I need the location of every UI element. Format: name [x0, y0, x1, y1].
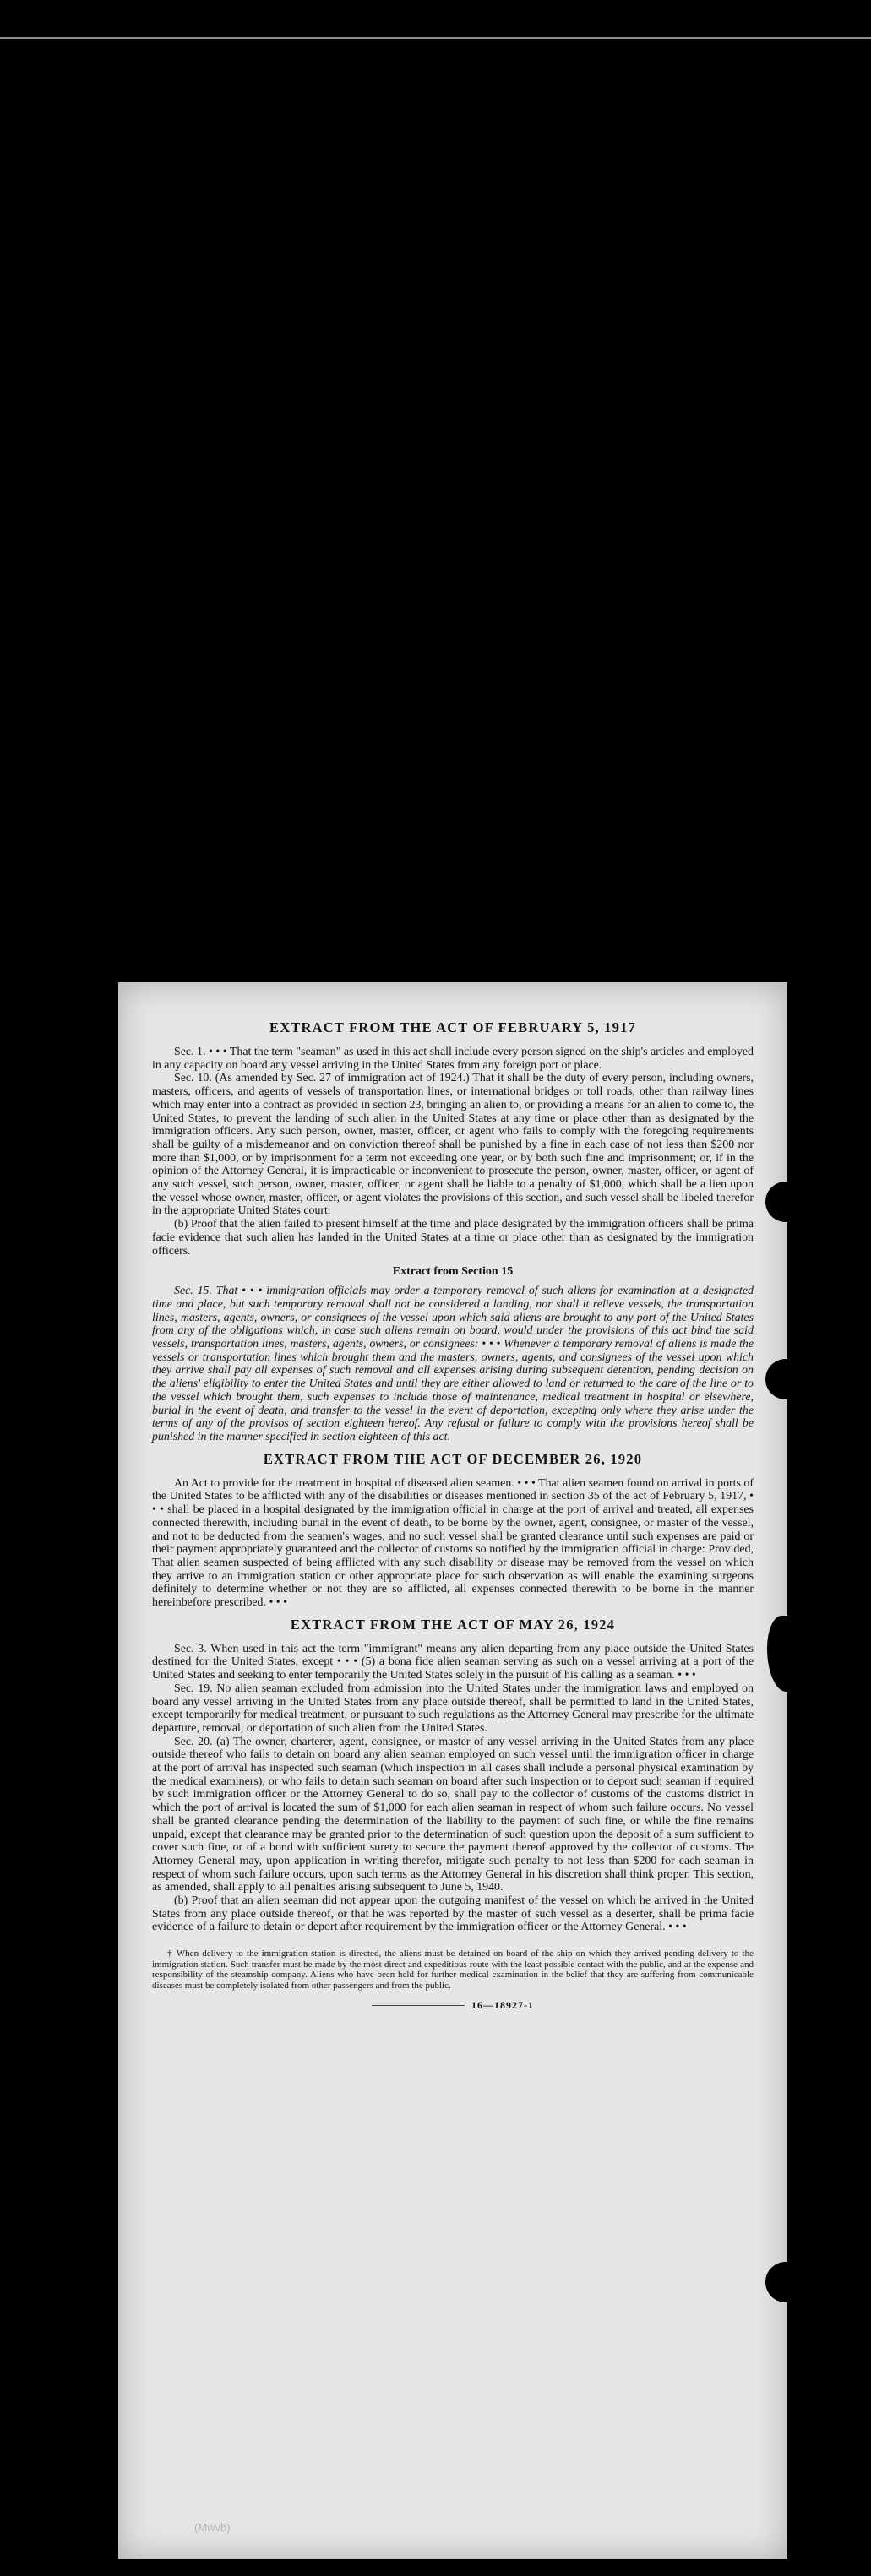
heading-act-1924: EXTRACT FROM THE ACT OF MAY 26, 1924: [290, 1616, 616, 1633]
top-scan-line: [0, 37, 871, 39]
section-15-text: Sec. 15. That • • • immigration officials may order a temporary removal of such aliens for examination at a designated time and place, but such temporary removal shall not be considered a landing, nor shall it relieve vessels, the transportation lines, masters, agents, owners, or consignees of the vessel upon which said aliens are brought to any port of the United States from any of the obligations which, in case such aliens remain on board, would under the provisions of this act bind the said vessels, transportation lines, masters, agents, owners, or consignees: • • • Whenever a temporary removal of aliens is made the vessels or transportation lines which brought them and the masters, owners, agents, and consignees of the vessel upon which they arrive shall pay all expenses of such removal and all expenses arising during subsequent detention, pending decision on the aliens' eligibility to enter the United States and until they are either allowed to land or returned to the care of the line or to the vessel which brought them, such expenses to include those of maintenance, medical treatment in hospital or elsewhere, burial in the event of death, and transfer to the vessel in the event of deportation, excepting only where they arise under the terms of any of the provisos of section eighteen hereof. Any refusal or failure to comply with the provisions hereof shall be punished in the manner specified in section eighteen of this act.: [152, 1285, 754, 1443]
document-page: [118, 982, 787, 2559]
heading-section-15: Extract from Section 15: [392, 1265, 514, 1279]
code-rule: [372, 2005, 465, 2006]
act-1920-text: An Act to provide for the treatment in hospital of diseased alien seamen. • • • That alien seamen found on arrival in ports of the United States to be afflicted with any of the disabilities or diseases mentioned in section 35 of the act of February 5, 1917, • • • shall be placed in a hospital designated by the immigration official in charge at the port of arrival and treated, all expenses connected therewith, including burial in the event of death, to be borne by the owner, agent, consignee, or master of the vessel, and not to be deducted from the seamen's wages, and no such vessel shall be granted clearance until such expenses are paid or their payment appropriately guaranteed and the collector of customs so notified by the immigration official in charge: Provided, That alien seamen suspected of being afflicted with any such disability or disease may be removed from the vessel on which they arrive to an immigration station or other appropriate place for such observation as will enable the examining surgeons definitely to determine whether or not they are so afflicted, all expenses connected therewith to be borne in the manner hereinbefore prescribed. • • •: [152, 1476, 754, 1610]
punch-hole-icon: [765, 1182, 787, 1222]
section-20b-text: (b) Proof that an alien seaman did not appear upon the outgoing manifest of the vessel on which he arrived in the United States from any place outside thereof, or that he was reported by the master of such vessel as a deserter, shall be prima facie evidence of a failure to detain or deport after requirement by the immigration officer or the Attorney General. • • •: [152, 1894, 754, 1934]
footnote-text: † When delivery to the immigration station is directed, the aliens must be detained on board of the ship on which they arrived pending delivery to the immigration station. Such transfer must be made by the most direct and expeditious route with the least possible contact with the public, and at the expense and responsibility of the steamship company. Aliens who have been held for further medical examination in the belief that they are suffering from communicable diseases must be completely isolated from other passengers and from the public.: [152, 1948, 754, 1991]
section-1-text: Sec. 1. • • • That the term "seaman" as used in this act shall include every person signed on the ship's articles and employed in any capacity on board any vessel arriving in the United States from any foreign port or place.: [152, 1046, 754, 1072]
section-19-text: Sec. 19. No alien seaman excluded from admission into the United States under the immigration laws and employed on board any vessel arriving in the United States from any place outside thereof, shall be permitted to land in the United States, except temporarily for medical treatment, or pursuant to such regulations as the Attorney General may prescribe for the ultimate departure, removal, or deportation of such alien from the United States.: [152, 1682, 754, 1735]
punch-hole-icon: [765, 1359, 787, 1399]
section-10-text: Sec. 10. (As amended by Sec. 27 of immigration act of 1924.) That it shall be the duty of every person, including owners, masters, officers, and agents of vessels of transportation lines, or international bridges or toll roads, other than railway lines which may enter into a contract as provided in section 23, bringing an alien to, or providing a means for an alien to come to, the United States, to prevent the landing of such alien in the United States at any time or place other than as designated by the immigration officers. Any such person, owner, master, officer, or agent who fails to comply with the foregoing requirements shall be guilty of a misdemeanor and on conviction thereof shall be punished by a fine in each case of not less than $200 nor more than $1,000, or by imprisonment for a term not exceeding one year, or by both such fine and imprisonment; or, if in the opinion of the Attorney General, it is impracticable or inconvenient to prosecute the person, owner, master, officer, or agent of any such vessel, such person, owner, master, officer, or agent shall be liable to a penalty of $1,000, which shall be a lien upon the vessel whose owner, master, officer, or agent violates the provisions of this section, and such vessel shall be libeled therefor in the appropriate United States court.: [152, 1072, 754, 1218]
heading-act-1920: EXTRACT FROM THE ACT OF DECEMBER 26, 1920: [263, 1450, 643, 1467]
pencil-note: (Mwvb): [194, 2521, 231, 2534]
torn-edge: [767, 1616, 787, 1692]
print-code-text: 16—18927-1: [471, 1998, 534, 2011]
document-body: [152, 1019, 754, 2012]
section-20-text: Sec. 20. (a) The owner, charterer, agent, consignee, or master of any vessel arriving in the United States from any place outside thereof who fails to detain on board any alien seaman employed on such vessel until the immigration officer in charge at the port of arrival has inspected such seaman (which inspection in all cases shall include a personal physical examination by the medical examiners), or who fails to detain such seaman on board after such inspection or to deport such seaman if required by such immigration officer or the Attorney General to do so, shall pay to the collector of customs of the customs district in which the port of arrival is located the sum of $1,000 for each alien seaman in respect of whom such failure occurs. No vessel shall be granted clearance pending the determination of the liability to the payment of such fine, or while the fine remains unpaid, except that clearance may be granted prior to the determination of such question upon the deposit of a sum sufficient to cover such fine, or of a bond with sufficient surety to secure the payment thereof approved by the collector of customs. The Attorney General may, upon application in writing therefor, mitigate such penalty to not less than $200 for each seaman in respect of whom such failure occurs, upon such terms as the Attorney General in his discretion shall think proper. This section, as amended, shall apply to all penalties arising subsequent to June 5, 1940.: [152, 1735, 754, 1894]
section-3-text: Sec. 3. When used in this act the term "immigrant" means any alien departing from any place outside the United States destined for the United States, except • • • (5) a bona fide alien seaman serving as such on a vessel arriving at a port of the United States and seeking to enter temporarily the United States solely in the pursuit of his calling as a seaman. • • •: [152, 1642, 754, 1682]
punch-hole-icon: [765, 2262, 787, 2302]
print-code: [152, 1999, 754, 2012]
section-10b-text: (b) Proof that the alien failed to present himself at the time and place designated by the immigration officers shall be prima facie evidence that such alien has landed in the United States at a time or place other than as designated by the immigration officers.: [152, 1218, 754, 1258]
heading-act-1917: EXTRACT FROM THE ACT OF FEBRUARY 5, 1917: [269, 1019, 636, 1035]
